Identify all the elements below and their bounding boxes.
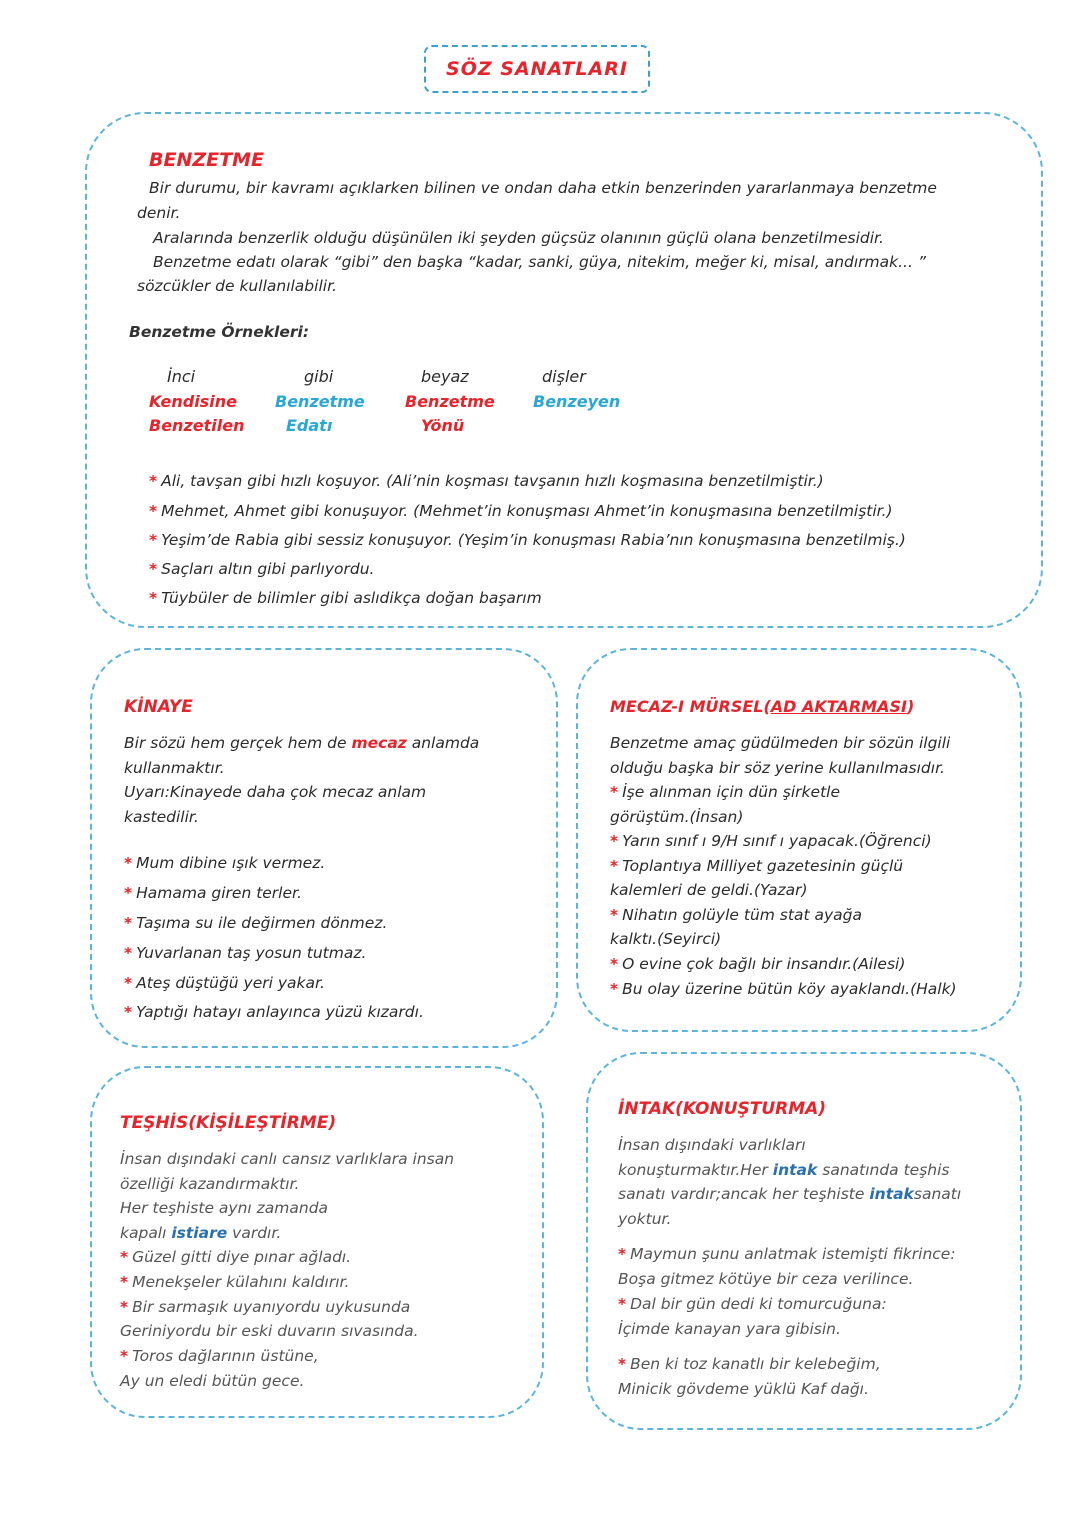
list-item: görüştüm.(İnsan) xyxy=(610,808,744,826)
list-item: * Mehmet, Ahmet gibi konuşuyor. (Mehmet’in konuşması Ahmet’in konuşmasına benzetilmiştir.) xyxy=(149,502,893,520)
list-item: * Yuvarlanan taş yosun tutmaz. xyxy=(124,944,367,962)
benzetme-para1a: Bir durumu, bir kavramı açıklarken bilinen ve ondan daha etkin benzerinden yararlanmaya benzetme xyxy=(149,179,937,197)
mecaz-line1: Benzetme amaç güdülmeden bir sözün ilgili xyxy=(610,734,951,752)
mecaz-section xyxy=(576,648,1022,1032)
list-item: * Yaptığı hatayı anlayınca yüzü kızardı. xyxy=(124,1003,424,1021)
label-benzeyen: Benzeyen xyxy=(533,392,621,411)
benzetme-para1b: denir. xyxy=(137,204,181,222)
teshis-heading: TEŞHİS(KİŞİLEŞTİRME) xyxy=(120,1113,337,1133)
kinaye-line1: Bir sözü hem gerçek hem de mecaz anlamda xyxy=(124,734,480,752)
list-item: * Güzel gitti diye pınar ağladı. xyxy=(120,1248,352,1266)
example-word-4: dişler xyxy=(542,367,586,386)
teshis-section xyxy=(90,1066,544,1418)
teshis-line2: özelliği kazandırmaktır. xyxy=(120,1175,300,1193)
list-item: * Hamama giren terler. xyxy=(124,884,302,902)
list-item: * Toros dağlarının üstüne, xyxy=(120,1347,319,1365)
list-item: * Mum dibine ışık vermez. xyxy=(124,854,326,872)
list-item: * Bir sarmaşık uyanıyordu uykusunda xyxy=(120,1298,411,1316)
intak-heading: İNTAK(KONUŞTURMA) xyxy=(618,1099,827,1119)
list-item: kalemleri de geldi.(Yazar) xyxy=(610,881,808,899)
example-word-2: gibi xyxy=(304,367,334,386)
kinaye-line3: Uyarı:Kinayede daha çok mecaz anlam xyxy=(124,783,427,801)
label-benzetme-edati-2: Edatı xyxy=(286,416,333,435)
kinaye-heading: KİNAYE xyxy=(124,697,193,717)
label-benzetme-yonu-1: Benzetme xyxy=(405,392,495,411)
list-item: Minicik gövdeme yüklü Kaf dağı. xyxy=(618,1380,869,1398)
list-item: * Ben ki toz kanatlı bir kelebeğim, xyxy=(618,1355,881,1373)
label-benzetilen: Benzetilen xyxy=(149,416,245,435)
intak-section xyxy=(586,1052,1022,1430)
kinaye-line4: kastedilir. xyxy=(124,808,199,826)
list-item: * Menekşeler külahını kaldırır. xyxy=(120,1273,350,1291)
teshis-line1: İnsan dışındaki canlı cansız varlıklara insan xyxy=(120,1150,455,1168)
list-item: Geriniyordu bir eski duvarın sıvasında. xyxy=(120,1322,419,1340)
mecaz-heading: MECAZ-I MÜRSEL(AD AKTARMASI) xyxy=(610,697,915,716)
list-item: Ay un eledi bütün gece. xyxy=(120,1372,305,1390)
list-item: * Saçları altın gibi parlıyordu. xyxy=(149,560,375,578)
label-benzetme-yonu-2: Yönü xyxy=(421,416,465,435)
list-item: * Yarın sınıf ı 9/H sınıf ı yapacak.(Öğrenci) xyxy=(610,832,932,850)
label-kendisine: Kendisine xyxy=(149,392,237,411)
list-item: * İşe alınman için dün şirketle xyxy=(610,783,840,801)
benzetme-para2: Aralarında benzerlik olduğu düşünülen iki şeyden güçsüz olanının güçlü olana benzetilmesidir. xyxy=(153,229,884,247)
teshis-line4: kapalı istiare vardır. xyxy=(120,1224,282,1242)
benzetme-examples-heading: Benzetme Örnekleri: xyxy=(129,323,310,341)
intak-line1: İnsan dışındaki varlıkları xyxy=(618,1136,806,1154)
list-item: * Tüybüler de bilimler gibi aslıdikça doğan başarım xyxy=(149,589,542,607)
benzetme-heading: BENZETME xyxy=(149,149,264,171)
intak-line3: sanatı vardır;ancak her teşhiste intaksanatı xyxy=(618,1185,962,1203)
benzetme-section xyxy=(85,112,1043,628)
list-item: * Yeşim’de Rabia gibi sessiz konuşuyor. (Yeşim’in konuşması Rabia’nın konuşmasına benzetilmiş.) xyxy=(149,531,906,549)
benzetme-para3a: Benzetme edatı olarak “gibi” den başka “kadar, sanki, güya, nitekim, meğer ki, misal, andırmak... ” xyxy=(153,253,926,271)
list-item: * Toplantıya Milliyet gazetesinin güçlü xyxy=(610,857,904,875)
list-item: * Ateş düştüğü yeri yakar. xyxy=(124,974,325,992)
list-item: * Ali, tavşan gibi hızlı koşuyor. (Ali’nin koşması tavşanın hızlı koşmasına benzetilmiştir.) xyxy=(149,472,824,490)
label-benzetme-edati-1: Benzetme xyxy=(275,392,365,411)
example-word-1: İnci xyxy=(167,367,196,386)
page-title: SÖZ SANATLARI xyxy=(446,58,628,80)
intak-line4: yoktur. xyxy=(618,1210,672,1228)
mecaz-line2: olduğu başka bir söz yerine kullanılmasıdır. xyxy=(610,759,945,777)
kinaye-section xyxy=(90,648,558,1048)
list-item: Boşa gitmez kötüye bir ceza verilince. xyxy=(618,1270,914,1288)
list-item: * Maymun şunu anlatmak istemişti fikrince: xyxy=(618,1245,956,1263)
intak-line2: konuşturmaktır.Her intak sanatında teşhis xyxy=(618,1161,950,1179)
kinaye-line2: kullanmaktır. xyxy=(124,759,225,777)
list-item: * Taşıma su ile değirmen dönmez. xyxy=(124,914,388,932)
page-title-box xyxy=(424,45,650,93)
list-item: * Bu olay üzerine bütün köy ayaklandı.(Halk) xyxy=(610,980,957,998)
benzetme-para3b: sözcükler de kullanılabilir. xyxy=(137,277,337,295)
list-item: kalktı.(Seyirci) xyxy=(610,930,722,948)
list-item: İçimde kanayan yara gibisin. xyxy=(618,1320,841,1338)
list-item: * O evine çok bağlı bir insandır.(Ailesi) xyxy=(610,955,906,973)
example-word-3: beyaz xyxy=(421,367,469,386)
teshis-line3: Her teşhiste aynı zamanda xyxy=(120,1199,329,1217)
list-item: * Dal bir gün dedi ki tomurcuğuna: xyxy=(618,1295,887,1313)
list-item: * Nihatın golüyle tüm stat ayağa xyxy=(610,906,862,924)
